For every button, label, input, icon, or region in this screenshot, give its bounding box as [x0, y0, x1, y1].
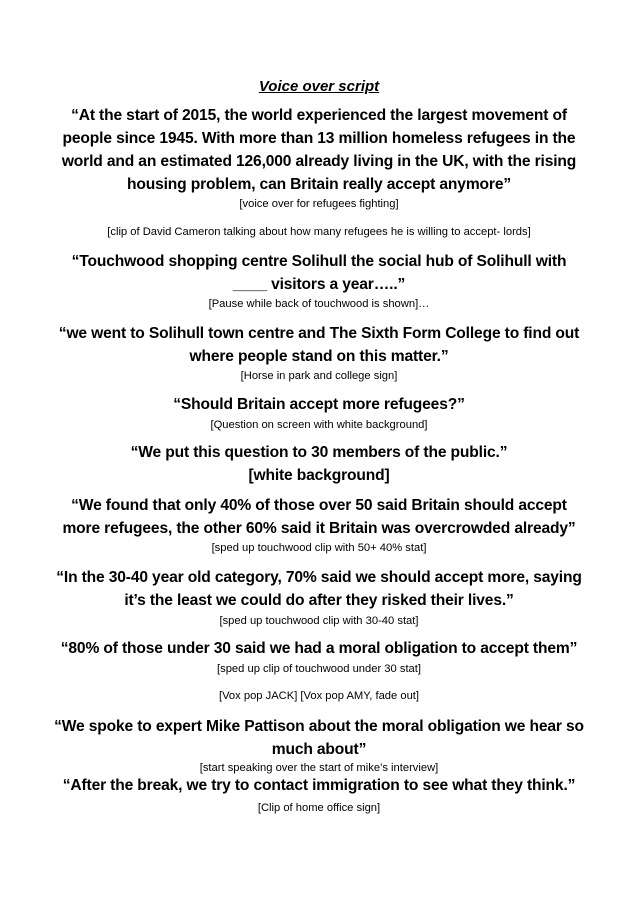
script-line-30-40: “In the 30-40 year old category, 70% said we should accept more, saying it’s the least we could do after they risked their lives.” — [56, 569, 582, 609]
script-line-thirty-members: “We put this question to 30 members of the public.” — [130, 444, 508, 461]
direction-home-office-sign: [Clip of home office sign] — [257, 802, 381, 814]
direction-horse-college: [Horse in park and college sign] — [240, 370, 398, 382]
direction-question-screen: [Question on screen with white background] — [210, 419, 428, 431]
document-title: Voice over script — [258, 78, 380, 95]
script-line-under-30: “80% of those under 30 said we had a moral obligation to accept them” — [60, 640, 578, 657]
script-line-touchwood: “Touchwood shopping centre Solihull the social hub of Solihull with ____ visitors a year…..” — [71, 253, 567, 293]
script-line-intro: “At the start of 2015, the world experienced the largest movement of people since 1945. With more than 13 million homeless refugees in the world and an estimated 126,000 already living in the UK, with the rising housing problem, can Britain really accept anymore” — [61, 107, 577, 193]
direction-mike-interview: [start speaking over the start of mike’s interview] — [199, 762, 439, 774]
script-line-over-50: “We found that only 40% of those over 50 said Britain should accept more refugees, the other 60% said it Britain was overcrowded already” — [62, 497, 576, 537]
direction-30-40-stat: [sped up touchwood clip with 30-40 stat] — [219, 615, 419, 627]
script-line-question: “Should Britain accept more refugees?” — [173, 396, 465, 413]
script-line-mike-pattison: “We spoke to expert Mike Pattison about the moral obligation we hear so much about” — [54, 718, 584, 758]
direction-under-30-stat: [sped up clip of touchwood under 30 stat] — [217, 663, 421, 675]
script-line-after-break: “After the break, we try to contact immigration to see what they think.” — [62, 777, 576, 794]
direction-vox-pops: [Vox pop JACK] [Vox pop AMY, fade out] — [218, 690, 420, 702]
direction-touchwood-back: [Pause while back of touchwood is shown]… — [208, 298, 430, 310]
script-line-solihull: “we went to Solihull town centre and The Sixth Form College to find out where people stand on this matter.” — [58, 325, 580, 365]
direction-refugees-fighting: [voice over for refugees fighting] — [239, 198, 399, 210]
direction-cameron-clip: [clip of David Cameron talking about how many refugees he is willing to accept- lords] — [107, 226, 531, 238]
direction-50-plus-stat: [sped up touchwood clip with 50+ 40% stat] — [211, 542, 427, 554]
script-line-white-background: [white background] — [248, 467, 390, 484]
